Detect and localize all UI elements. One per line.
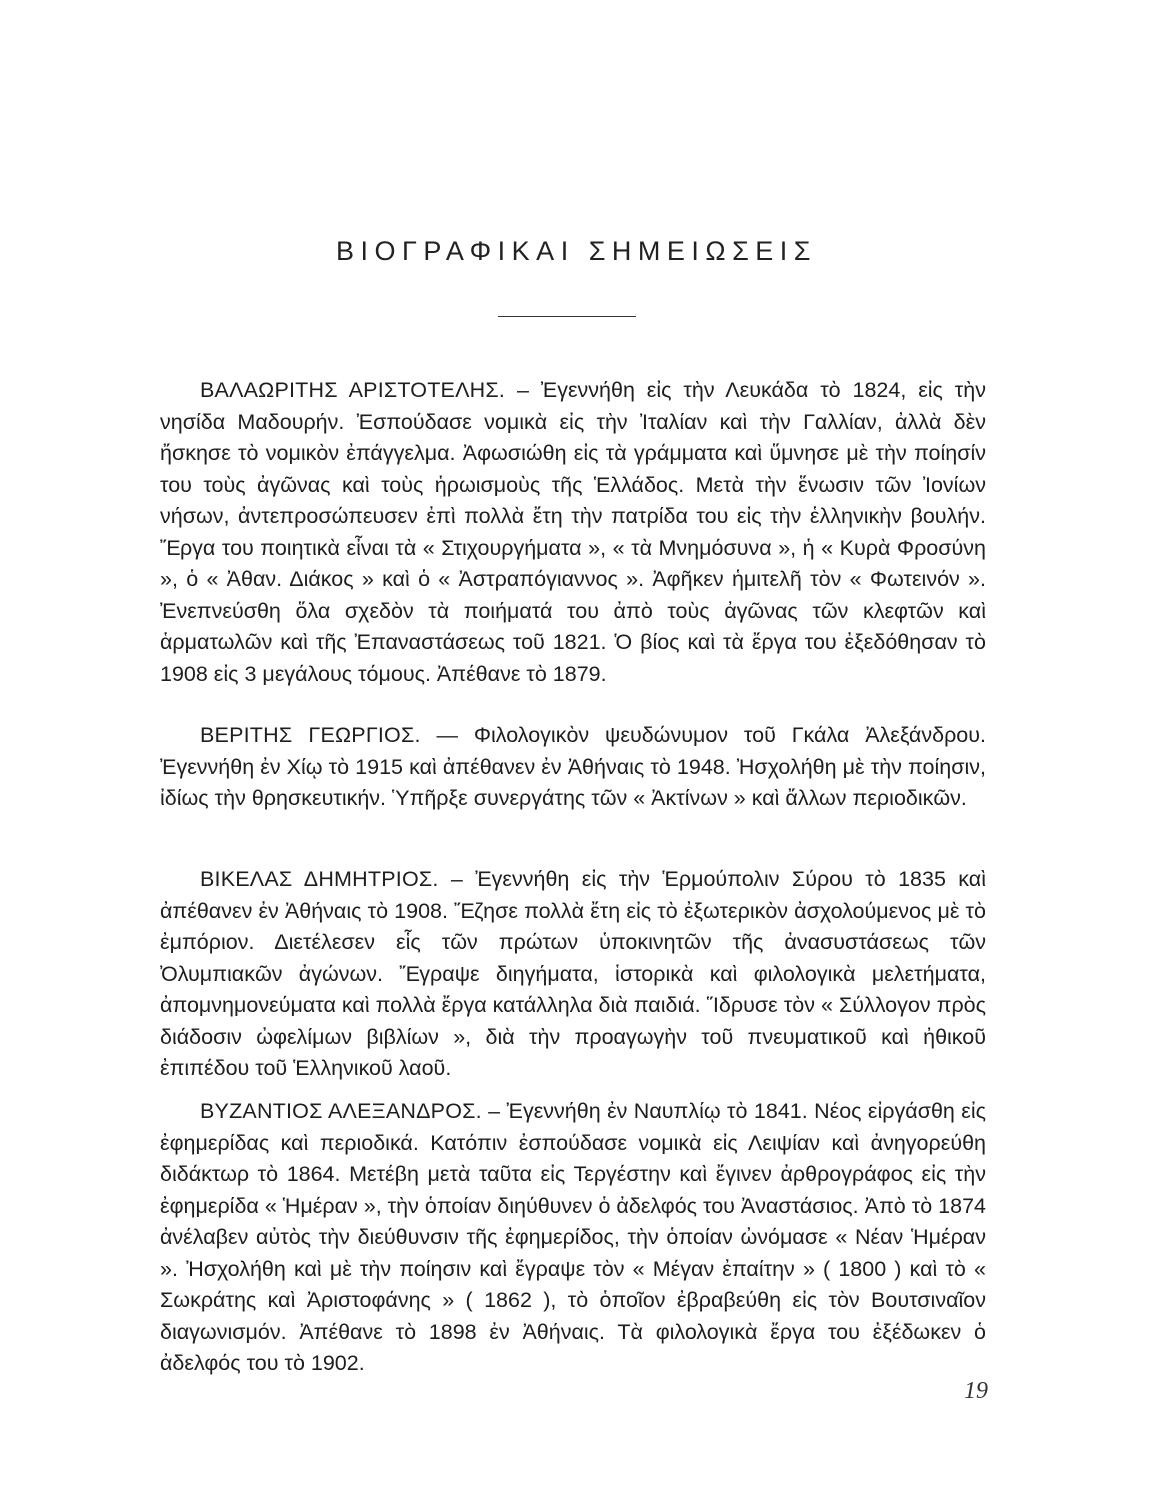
entry-name: ΒΙΚΕΛΑΣ ΔΗΜΗΤΡΙΟΣ. — [200, 867, 439, 891]
entry-name: ΒΥΖΑΝΤΙΟΣ ΑΛΕΞΑΝΔΡΟΣ. — [200, 1099, 482, 1123]
entry-text: – Ἐγεννήθη ἐν Ναυπλίῳ τὸ 1841. Νέος εἰργάσθη εἰς ἐφημερίδας καὶ περιοδικά. Κατόπιν ἐσπούδασε νομικὰ εἰς Λειψίαν καὶ ἀνηγορεύθη διδάκτωρ τὸ 1864. Μετέβη μετὰ ταῦτα εἰς Τεργέστην καὶ ἔγινεν ἀρθρογράφος εἰς τὴν ἐφημερίδα « Ἡμέραν », τὴν ὁποίαν διηύθυνεν ὁ ἀδελφός του Ἀναστάσιος. Ἀπὸ τὸ 1874 ἀνέλαβεν αὐτὸς τὴν διεύθυνσιν τῆς ἐφημερίδος, τὴν ὁποίαν ὠνόμασε « Νέαν Ἡμέραν ». Ἠσχολήθη καὶ μὲ τὴν ποίησιν καὶ ἔγραψε τὸν « Μέγαν ἐπαίτην » ( 1800 ) καὶ τὸ « Σωκράτης καὶ Ἀριστοφάνης » ( 1862 ), τὸ ὁποῖον ἐβραβεύθη εἰς τὸν Βουτσιναῖον διαγωνισμόν. Ἀπέθανε τὸ 1898 ἐν Ἀθήναις. Τὰ φιλολογικὰ ἔργα του ἐξέδωκεν ὁ ἀδελφός του τὸ 1902. — [160, 1099, 986, 1375]
entry-text: – Ἐγεννήθη εἰς τὴν Ἑρμούπολιν Σύρου τὸ 1835 καὶ ἀπέθανεν ἐν Ἀθήναις τὸ 1908. Ἔζησε πολλὰ ἔτη εἰς τὸ ἐξωτερικὸν ἀσχολούμενος μὲ τὸ ἐμπόριον. Διετέλεσεν εἷς τῶν πρώτων ὑποκινητῶν τῆς ἀνασυστάσεως τῶν Ὀλυμπιακῶν ἀγώνων. Ἔγραψε διηγήματα, ἱστορικὰ καὶ φιλολογικὰ μελετήματα, ἀπομνημονεύματα καὶ πολλὰ ἔργα κατάλληλα διὰ παιδιά. Ἵδρυσε τὸν « Σύλλογον πρὸς διάδοσιν ὠφελίμων βιβλίων », διὰ τὴν προαγωγὴν τοῦ πνευματικοῦ καὶ ἠθικοῦ ἐπιπέδου τοῦ Ἑλληνικοῦ λαοῦ. — [160, 867, 986, 1080]
entry-text: – Ἐγεννήθη εἰς τὴν Λευκάδα τὸ 1824, εἰς τὴν νησίδα Μαδουρήν. Ἐσπούδασε νομικὰ εἰς τὴν Ἰταλίαν καὶ τὴν Γαλλίαν, ἀλλὰ δὲν ἤσκησε τὸ νομικὸν ἐπάγγελμα. Ἀφωσιώθη εἰς τὰ γράμματα καὶ ὕμνησε μὲ τὴν ποίησίν του τοὺς ἀγῶνας καὶ τοὺς ἡρωισμοὺς τῆς Ἑλλάδος. Μετὰ τὴν ἕνωσιν τῶν Ἰονίων νήσων, ἀντεπροσώπευσεν ἐπὶ πολλὰ ἔτη τὴν πατρίδα του εἰς τὴν ἑλληνικὴν βουλήν. Ἔργα του ποιητικὰ εἶναι τὰ « Στιχουργήματα », « τὰ Μνημόσυνα », ἡ « Κυρὰ Φροσύνη », ὁ « Ἀθαν. Διάκος » καὶ ὁ « Ἀστραπόγιαννος ». Ἀφῆκεν ἡμιτελῆ τὸν « Φωτεινόν ». Ἐνεπνεύσθη ὅλα σχεδὸν τὰ ποιήματά του ἀπὸ τοὺς ἀγῶνας τῶν κλεφτῶν καὶ ἁρματωλῶν καὶ τῆς Ἐπαναστάσεως τοῦ 1821. Ὁ βίος καὶ τὰ ἔργα του ἐξεδόθησαν τὸ 1908 εἰς 3 μεγάλους τόμους. Ἀπέθανε τὸ 1879. — [160, 378, 987, 686]
biography-entry — [160, 864, 986, 1085]
entry-name: ΒΑΛΑΩΡΙΤΗΣ ΑΡΙΣΤΟΤΕΛΗΣ. — [200, 378, 506, 402]
biography-entry — [160, 375, 986, 690]
entry-name: ΒΕΡΙΤΗΣ ΓΕΩΡΓΙΟΣ. — [200, 723, 421, 747]
biography-entry — [160, 1096, 986, 1380]
page-title: ΒΙΟΓΡΑΦΙΚΑΙ ΣΗΜΕΙΩΣΕΙΣ — [336, 236, 817, 266]
biography-entry — [160, 720, 986, 815]
title-divider — [498, 316, 636, 317]
page-number: 19 — [964, 1378, 988, 1404]
entry-text: — Φιλολογικὸν ψευδώνυμον τοῦ Γκάλα Ἀλεξάνδρου. Ἐγεννήθη ἐν Χίῳ τὸ 1915 καὶ ἀπέθανεν ἐν Ἀθήναις τὸ 1948. Ἠσχολήθη μὲ τὴν ποίησιν, ἰδίως τὴν θρησκευτικήν. Ὑπῆρξε συνεργάτης τῶν « Ἀκτίνων » καὶ ἄλλων περιοδικῶν. — [160, 723, 986, 810]
